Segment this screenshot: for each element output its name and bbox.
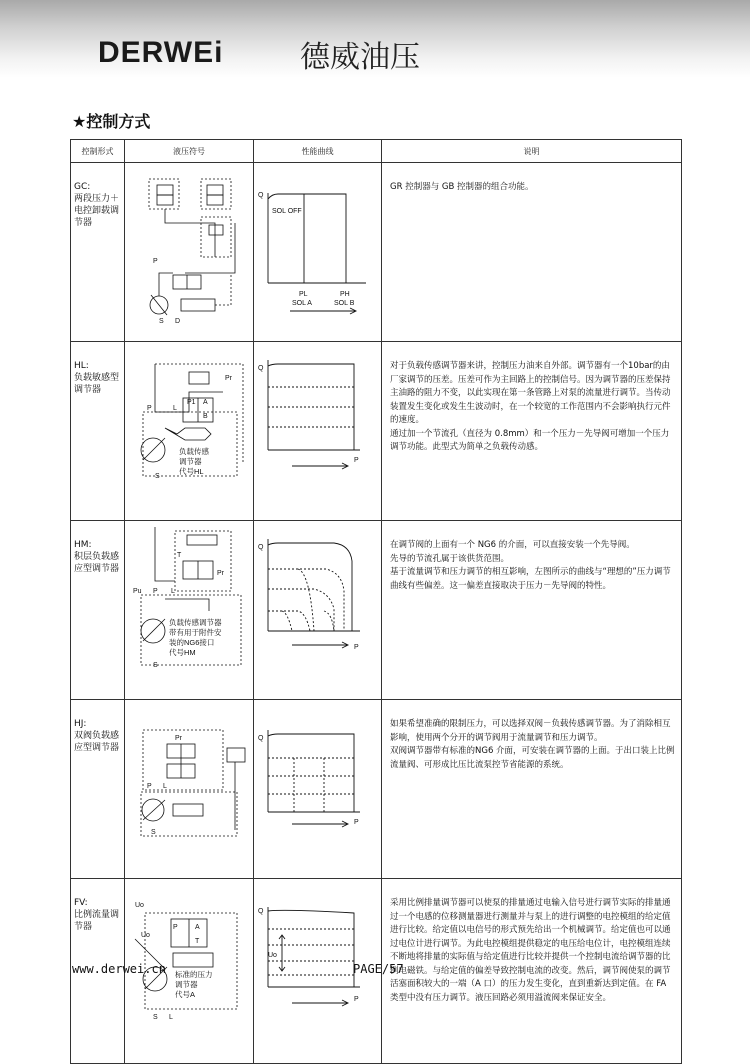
curve-q-label: Q [258,735,264,742]
curve-p-label: P [354,996,359,1003]
control-code: HM: [74,540,92,550]
col-header-performance-curve: 性能曲线 [254,140,382,163]
symbol-s-label: S [155,473,160,480]
performance-curve-cell [254,700,382,879]
curve-p-label: P [354,457,359,464]
control-name: 两段压力＋ 电控卸载调 节器 [74,194,120,228]
hm-caption-line2: 带有用于附件安 [169,628,222,637]
description-cell: 对于负载传感调节器来讲，控制压力油来自外部。调节器有一个10bar的由厂家调节的压差。压差可作为主回路上的控制信号。因为调节器的压差保持主油路的阻力不变，以此实现在第一条管路上对泵的流量进行调节。当传动装置发生变化或发生生波动时，在一个较宽的工作范围内不会影响执行元件的速度。 通过加一个节流孔（直径为 0.8mm）和一个压力－先导阀可增加一个压力调节功能。此型式为简单之负载传动感。 [382,342,682,521]
curve-uo-label: Uo [268,952,277,959]
symbol-s-label: S [153,1014,158,1021]
symbol-s-label: S [159,318,164,323]
symbol-b-label: B [203,413,208,420]
col-header-control-form: 控制形式 [71,140,125,163]
hl-caption-line3: 代号HL [179,467,204,476]
hj-hydraulic-schematic [125,700,253,860]
symbol-l-label: L [173,405,177,412]
hl-performance-curve [254,342,381,502]
hm-caption-line4: 代号HM [169,648,196,657]
symbol-p-label: P [173,924,178,931]
symbol-uo-label: Uo [135,902,144,909]
hm-caption-line1: 负载传感调节器 [169,618,222,627]
description-cell: 采用比例排量调节器可以使泵的排量通过电输入信号进行调节实际的排量通过一个电感的位移测量器进行测量并与泵上的进行调整的电控模组的给定值进行比较。给定值以电信号的形式预先给出一个机械调节。给定值也可以通过电位计进行调节。为此电控模组提供稳定的电压给电位计，电控模组连续不断地将排量的实际值与给定值进行比较并提供一个控制电流给调节器的比例电磁铁。与给定值的偏差导致控制电流的改变。然后，调节阀使泵的调节活塞面积较大的一端（A 口）的压力发生变化，直到重新达到定值。在 FA 类型中没有压力调节。液压回路必须用溢流阀来保证安全。 [382,879,682,1064]
hl-caption-line2: 调节器 [179,457,202,466]
control-form-cell [71,163,125,342]
symbol-s-label: S [151,829,156,836]
table-header-row [71,140,682,163]
control-name: 积层负载感 应型调节器 [74,552,120,574]
symbol-p-label: P [147,405,152,412]
symbol-pr-label: Pr [175,735,182,742]
gc-hydraulic-schematic [125,163,253,323]
control-name: 比例流量调 节器 [74,910,120,932]
symbol-u-label: Uo [141,932,150,939]
symbol-l-label: L [169,1014,173,1021]
col-header-hydraulic-symbol: 液压符号 [125,140,254,163]
performance-curve-cell [254,521,382,700]
symbol-pr-label: Pr [225,375,232,382]
symbol-d-label: D [175,318,181,323]
control-code: GC: [74,182,91,192]
control-modes-table [70,139,682,1064]
symbol-l-label: L [163,783,167,790]
footer-website: www.derwei.cn [72,962,166,976]
symbol-t-label: T [195,938,200,945]
control-name: 负载敏感型 调节器 [74,373,120,395]
symbol-a-label: A [203,399,208,406]
control-form-cell [71,700,125,879]
curve-pl-label: PL [299,291,308,298]
curve-q-label: Q [258,365,264,372]
section-title: ★控制方式 [72,112,151,131]
symbol-l-label: L [171,588,175,595]
symbol-pr-label: Pr [217,570,224,577]
table-row [71,163,682,342]
hydraulic-symbol-cell [125,521,254,700]
description-cell: GR 控制器与 GB 控制器的组合功能。 [382,163,682,342]
symbol-t-label: T [177,552,182,559]
curve-sol-off-label: SOL OFF [272,208,302,215]
control-code: HJ: [74,719,87,729]
table-row [71,342,682,521]
symbol-p1-label: P1 [187,399,196,406]
description-cell: 在调节阀的上面有一个 NG6 的介面，可以直接安装一个先导阀。 先导的节流孔属于该供货范围。 基于流量调节和压力调节的相互影响，左图所示的曲线与“理想的”压力调节曲线有些偏差。这一偏差直接取决于压力－先导阀的特性。 [382,521,682,700]
brand-chinese-name: 德威油压 [300,40,420,75]
description-cell: 如果希望准确的限制压力，可以选择双阀－负载传感调节器。为了消除相互影响，使用两个分开的调节阀用于流量调节和压力调节。 双阀调节器带有标准的NG6 介面，可安装在调节器的上面。于出口装上比例流量阀、可形成比压比流泵控节省能源的系统。 [382,700,682,879]
curve-p-label: P [354,819,359,826]
hl-caption-line1: 负载传感 [179,447,209,456]
control-form-cell [71,521,125,700]
control-code: HL: [74,361,89,371]
footer-page-number: PAGE/57 [353,962,404,976]
hydraulic-symbol-cell [125,700,254,879]
derwei-logo: DERWEi [98,36,224,69]
gc-performance-curve [254,163,381,323]
table-row [71,521,682,700]
symbol-pu-label: Pu [133,588,142,595]
curve-sol-b-label: SOL B [334,300,355,307]
control-code: FV: [74,898,88,908]
performance-curve-cell [254,342,382,521]
curve-q-label: Q [258,192,264,199]
hj-performance-curve [254,700,381,860]
hm-caption-line3: 装的NG6接口 [169,638,215,647]
hydraulic-symbol-cell [125,163,254,342]
symbol-s-label: S [153,662,158,669]
curve-ph-label: PH [340,291,350,298]
hydraulic-symbol-cell [125,342,254,521]
symbol-p-label: P [153,258,158,265]
col-header-description: 说明 [382,140,682,163]
hm-hydraulic-schematic [125,521,253,681]
curve-q-label: Q [258,544,264,551]
fv-caption-line2: 调节器 [175,980,198,989]
fv-caption-line1: 标准的压力 [175,970,213,979]
curve-sol-a-label: SOL A [292,300,312,307]
hm-performance-curve [254,521,381,681]
curve-p-label: P [354,644,359,651]
fv-caption-line3: 代号A [175,990,196,999]
hl-hydraulic-schematic [125,342,253,502]
performance-curve-cell [254,163,382,342]
symbol-p-label: P [147,783,152,790]
curve-q-label: Q [258,908,264,915]
control-form-cell [71,342,125,521]
symbol-a-label: A [195,924,200,931]
symbol-p-label: P [153,588,158,595]
control-name: 双阀负载感 应型调节器 [74,731,120,753]
table-row [71,700,682,879]
